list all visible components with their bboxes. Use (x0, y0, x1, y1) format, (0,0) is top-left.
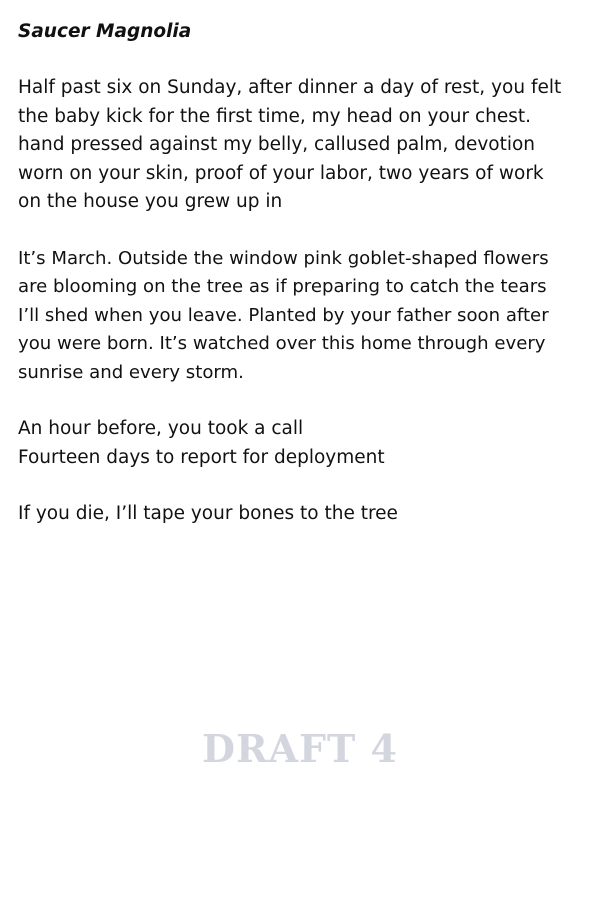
poem-line: the baby kick for the first time, my head on your chest. (18, 105, 532, 127)
poem-line: It’s March. Outside the window pink goblet-shaped flowers (18, 247, 549, 269)
poem-line: are blooming on the tree as if preparing to catch the tears (18, 276, 547, 297)
poem-line: Fourteen days to report for deployment (18, 446, 385, 468)
poem-title: Saucer Magnolia (18, 21, 192, 42)
poem-line: I’ll shed when you leave. Planted by your father soon after (18, 304, 549, 326)
poem-line: you were born. It’s watched over this home through every (18, 333, 546, 354)
stanza-1 (18, 74, 584, 217)
poem-page (18, 18, 584, 557)
stanza-3 (18, 415, 584, 472)
poem-line: hand pressed against my belly, callused palm, devotion (18, 134, 536, 155)
draft-watermark: DRAFT 4 (202, 726, 398, 771)
stanza-4 (18, 500, 584, 529)
poem-line: sunrise and every storm. (18, 361, 244, 383)
poem-line: Half past six on Sunday, after dinner a day of rest, you felt (18, 77, 562, 98)
poem-line: worn on your skin, proof of your labor, two years of work (18, 162, 544, 184)
poem-line: An hour before, you took a call (18, 418, 304, 439)
poem-line: on the house you grew up in (18, 191, 283, 212)
poem-line: If you die, I’ll tape your bones to the tree (18, 503, 398, 524)
stanza-2 (18, 245, 584, 388)
